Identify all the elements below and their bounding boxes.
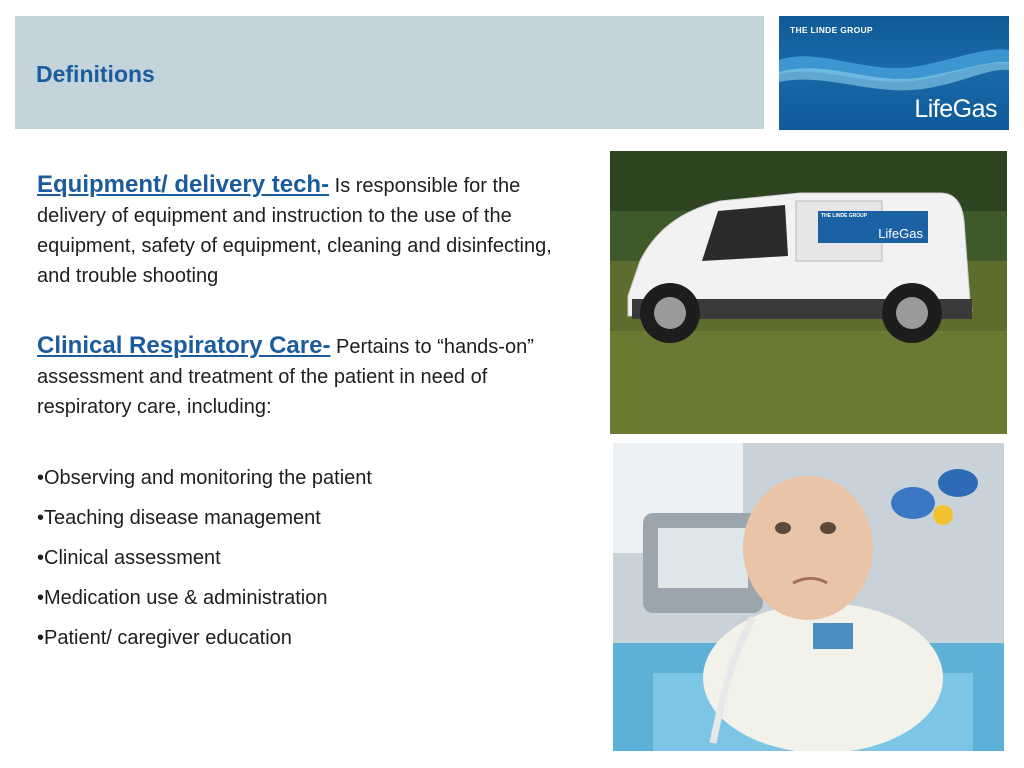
slide-title: Definitions	[36, 61, 155, 87]
infant-patient-photo	[613, 443, 1004, 751]
definitions-content	[37, 170, 577, 658]
logo-group-text: THE LINDE GROUP	[790, 25, 873, 35]
list-item: •Clinical assessment	[37, 547, 221, 569]
list-item: •Teaching disease management	[37, 507, 321, 529]
van-lifegas-decal	[818, 211, 928, 243]
definition-text: Pertains to “hands-on” assessment and treatment of the patient in need of respiratory care, including:	[37, 336, 534, 418]
definition-term: Clinical Respiratory Care-	[37, 332, 331, 359]
list-item: •Observing and monitoring the patient	[37, 467, 372, 489]
van-decal-brand-text: LifeGas	[878, 226, 923, 241]
care-bullet-list	[37, 458, 577, 658]
definition-text: Is responsible for the delivery of equipment and instruction to the use of the equipment, safety of equipment, cleaning and disinfecting, and trouble shooting	[37, 175, 552, 287]
logo-brand-text: LifeGas	[914, 95, 997, 123]
lifegas-logo	[779, 16, 1009, 130]
definition-equipment-tech	[37, 170, 577, 291]
van-decal-group-text: THE LINDE GROUP	[821, 213, 868, 219]
header-band	[15, 16, 764, 129]
definition-term: Equipment/ delivery tech-	[37, 171, 330, 198]
list-item: •Medication use & administration	[37, 587, 328, 609]
delivery-van-photo	[610, 151, 1007, 434]
list-item: •Patient/ caregiver education	[37, 627, 292, 649]
definition-clinical-care	[37, 331, 577, 422]
